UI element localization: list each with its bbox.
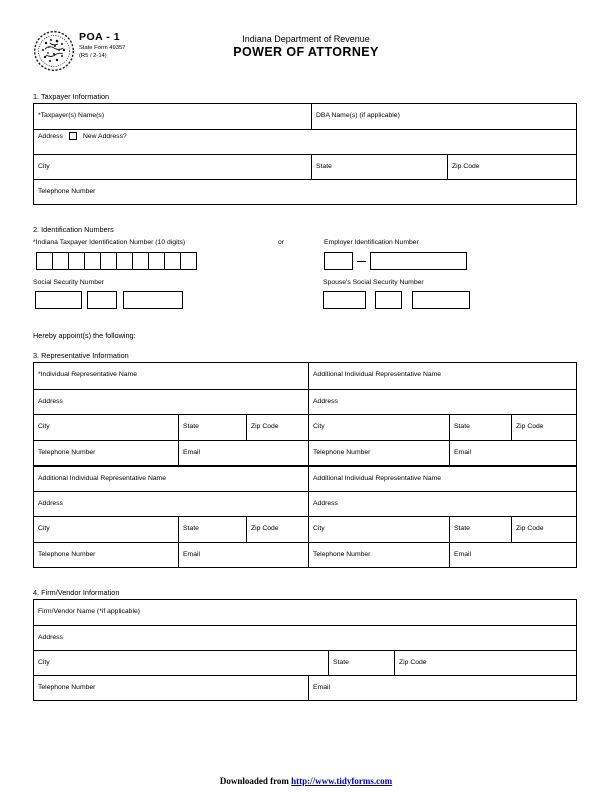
taxpayer-telephone-field[interactable] bbox=[34, 180, 578, 204]
ssn-box-1[interactable] bbox=[35, 291, 82, 309]
section1-heading: 1. Taxpayer Information bbox=[33, 92, 110, 101]
taxpayer-state-field[interactable] bbox=[311, 155, 447, 179]
firm-zip-field[interactable] bbox=[394, 651, 578, 675]
telephone-label: Telephone Number bbox=[38, 448, 96, 456]
zip-code-label: Zip Code bbox=[452, 163, 480, 170]
taxpayer-address-field[interactable] bbox=[34, 130, 578, 154]
table-row bbox=[34, 465, 576, 491]
address-label: Address bbox=[38, 499, 63, 507]
taxpayer-name-field[interactable] bbox=[34, 104, 311, 129]
spouse-ssn-box-1[interactable] bbox=[323, 291, 366, 309]
rep2-city-field[interactable] bbox=[308, 415, 449, 440]
city-label: City bbox=[38, 525, 50, 532]
zip-code-label: Zip Code bbox=[516, 525, 544, 532]
rep2-zip-field[interactable] bbox=[511, 415, 578, 440]
spouse-ssn-label: Spouse's Social Security Number bbox=[323, 279, 424, 286]
tid-digit-box[interactable] bbox=[36, 252, 53, 270]
page-title: POWER OF ATTORNEY bbox=[233, 45, 379, 59]
table-row bbox=[34, 516, 576, 542]
firm-address-field[interactable] bbox=[34, 626, 578, 650]
zip-code-label: Zip Code bbox=[251, 525, 279, 532]
rep1-zip-field[interactable] bbox=[246, 415, 308, 440]
form-code: POA - 1 bbox=[79, 31, 121, 43]
table-row bbox=[34, 675, 576, 700]
city-label: City bbox=[38, 423, 50, 430]
rep3-name-field[interactable] bbox=[34, 467, 308, 491]
state-label: State bbox=[454, 525, 470, 532]
rep4-state-field[interactable] bbox=[449, 517, 511, 542]
firm-state-field[interactable] bbox=[328, 651, 394, 675]
rep1-state-field[interactable] bbox=[178, 415, 246, 440]
telephone-label: Telephone Number bbox=[313, 448, 371, 456]
ein-number-box[interactable] bbox=[370, 252, 467, 270]
table-row bbox=[34, 542, 576, 568]
tid-digit-box[interactable] bbox=[52, 252, 69, 270]
state-label: State bbox=[183, 525, 199, 532]
table-row bbox=[34, 625, 576, 650]
section3-table bbox=[33, 362, 577, 568]
email-label: Email bbox=[454, 448, 471, 456]
rep1-city-field[interactable] bbox=[34, 415, 178, 440]
table-row bbox=[34, 363, 576, 389]
rep4-city-field[interactable] bbox=[308, 517, 449, 542]
ein-label: Employer Identification Number bbox=[324, 239, 419, 246]
taxpayer-name-label: *Taxpayer(s) Name(s) bbox=[38, 112, 105, 119]
taxpayer-city-field[interactable] bbox=[34, 155, 311, 179]
email-label: Email bbox=[183, 550, 200, 558]
table-row bbox=[34, 154, 576, 179]
table-row bbox=[34, 600, 576, 625]
firm-name-label: Firm/Vendor Name (*if applicable) bbox=[38, 608, 140, 615]
rep2-state-field[interactable] bbox=[449, 415, 511, 440]
rep4-telephone-field[interactable] bbox=[308, 543, 449, 568]
zip-code-label: Zip Code bbox=[251, 423, 279, 430]
table-row bbox=[34, 491, 576, 517]
rep3-name-label: Additional Individual Representative Name bbox=[38, 475, 167, 482]
rep4-zip-field[interactable] bbox=[511, 517, 578, 542]
footer bbox=[0, 776, 612, 786]
section4-table bbox=[33, 599, 577, 701]
table-row bbox=[34, 440, 576, 466]
rep2-address-field[interactable] bbox=[308, 390, 578, 415]
firm-email-field[interactable] bbox=[308, 676, 578, 700]
table-row bbox=[34, 104, 576, 129]
dba-name-label: DBA Name(s) (if applicable) bbox=[316, 112, 400, 119]
form-number: State Form 49357 bbox=[79, 45, 126, 51]
tid-digit-box[interactable] bbox=[132, 252, 149, 270]
footer-link[interactable]: http://www.tidyforms.com bbox=[291, 776, 393, 786]
spouse-ssn-box-2[interactable] bbox=[375, 291, 402, 309]
section1-table bbox=[33, 103, 577, 205]
rep3-zip-field[interactable] bbox=[246, 517, 308, 542]
telephone-label: Telephone Number bbox=[38, 684, 96, 691]
table-row bbox=[34, 650, 576, 675]
taxpayer-zip-field[interactable] bbox=[447, 155, 578, 179]
table-row bbox=[34, 414, 576, 440]
rep2-telephone-field[interactable] bbox=[308, 441, 449, 466]
rep4-name-label: Additional Individual Representative Name bbox=[313, 475, 442, 482]
rep1-email-field[interactable] bbox=[178, 441, 308, 466]
rep3-address-field[interactable] bbox=[34, 492, 308, 517]
ein-dash bbox=[357, 261, 366, 262]
table-row bbox=[34, 179, 576, 204]
rep4-name-field[interactable] bbox=[308, 467, 578, 491]
rep3-city-field[interactable] bbox=[34, 517, 178, 542]
zip-code-label: Zip Code bbox=[399, 659, 427, 666]
ssn-box-2[interactable] bbox=[87, 291, 117, 309]
rep1-name-label: *Individual Representative Name bbox=[38, 371, 137, 378]
tid-digit-box[interactable] bbox=[164, 252, 181, 270]
tid-digit-box[interactable] bbox=[180, 252, 197, 270]
rep1-telephone-field[interactable] bbox=[34, 441, 178, 466]
firm-city-field[interactable] bbox=[34, 651, 328, 675]
email-label: Email bbox=[313, 684, 330, 691]
rep1-name-field[interactable] bbox=[34, 363, 308, 389]
email-label: Email bbox=[183, 448, 200, 456]
state-label: State bbox=[454, 423, 470, 430]
rep1-address-field[interactable] bbox=[34, 390, 308, 415]
state-label: State bbox=[333, 659, 349, 666]
form-header bbox=[0, 34, 612, 59]
address-label: Address bbox=[38, 397, 63, 405]
state-label: State bbox=[316, 163, 332, 170]
tid-label: *Indiana Taxpayer Identification Number (10 digits) bbox=[33, 239, 186, 246]
section3-heading: 3. Representative Information bbox=[33, 351, 129, 360]
email-label: Email bbox=[454, 550, 471, 558]
city-label: City bbox=[313, 423, 325, 430]
ssn-label: Social Security Number bbox=[33, 279, 105, 286]
table-row bbox=[34, 129, 576, 154]
firm-telephone-field[interactable] bbox=[34, 676, 308, 700]
section2-heading: 2. Identification Numbers bbox=[33, 225, 114, 234]
address-label: Address bbox=[313, 499, 338, 507]
tid-digit-box[interactable] bbox=[68, 252, 85, 270]
new-address-label: New Address? bbox=[82, 132, 127, 140]
firm-name-field[interactable] bbox=[34, 600, 578, 625]
rep2-email-field[interactable] bbox=[449, 441, 578, 466]
rep2-name-label: Additional Individual Representative Name bbox=[313, 371, 442, 378]
rep4-email-field[interactable] bbox=[449, 543, 578, 568]
agency-name: Indiana Department of Revenue bbox=[242, 34, 370, 44]
zip-code-label: Zip Code bbox=[516, 423, 544, 430]
rep4-address-field[interactable] bbox=[308, 492, 578, 517]
ein-prefix-box[interactable] bbox=[324, 252, 353, 270]
rep3-telephone-field[interactable] bbox=[34, 543, 178, 568]
telephone-label: Telephone Number bbox=[38, 550, 96, 558]
city-label: City bbox=[38, 163, 50, 170]
city-label: City bbox=[38, 659, 50, 666]
state-label: State bbox=[183, 423, 199, 430]
section4-heading: 4. Firm/Vendor Information bbox=[33, 588, 120, 597]
address-label: Address bbox=[38, 132, 63, 140]
rep3-email-field[interactable] bbox=[178, 543, 308, 568]
tid-digit-box[interactable] bbox=[148, 252, 165, 270]
tid-digit-box[interactable] bbox=[84, 252, 101, 270]
spouse-ssn-box-3[interactable] bbox=[412, 291, 470, 309]
telephone-label: Telephone Number bbox=[313, 550, 371, 558]
appoint-text: Hereby appoint(s) the following: bbox=[33, 331, 136, 340]
rep3-state-field[interactable] bbox=[178, 517, 246, 542]
address-label: Address bbox=[313, 397, 338, 405]
tid-digit-box[interactable] bbox=[116, 252, 133, 270]
table-row bbox=[34, 389, 576, 415]
rep2-name-field[interactable] bbox=[308, 363, 578, 389]
form-revision: (R5 / 2-14) bbox=[79, 53, 107, 59]
city-label: City bbox=[313, 525, 325, 532]
new-address-checkbox[interactable] bbox=[69, 132, 77, 140]
tid-digit-box[interactable] bbox=[100, 252, 117, 270]
dba-name-field[interactable] bbox=[311, 104, 578, 129]
footer-prefix: Downloaded from bbox=[219, 776, 289, 786]
tid-digit-boxes[interactable] bbox=[36, 252, 197, 270]
ssn-box-3[interactable] bbox=[123, 291, 183, 309]
address-label: Address bbox=[38, 634, 63, 641]
telephone-label: Telephone Number bbox=[38, 188, 96, 195]
or-label: or bbox=[278, 239, 285, 246]
